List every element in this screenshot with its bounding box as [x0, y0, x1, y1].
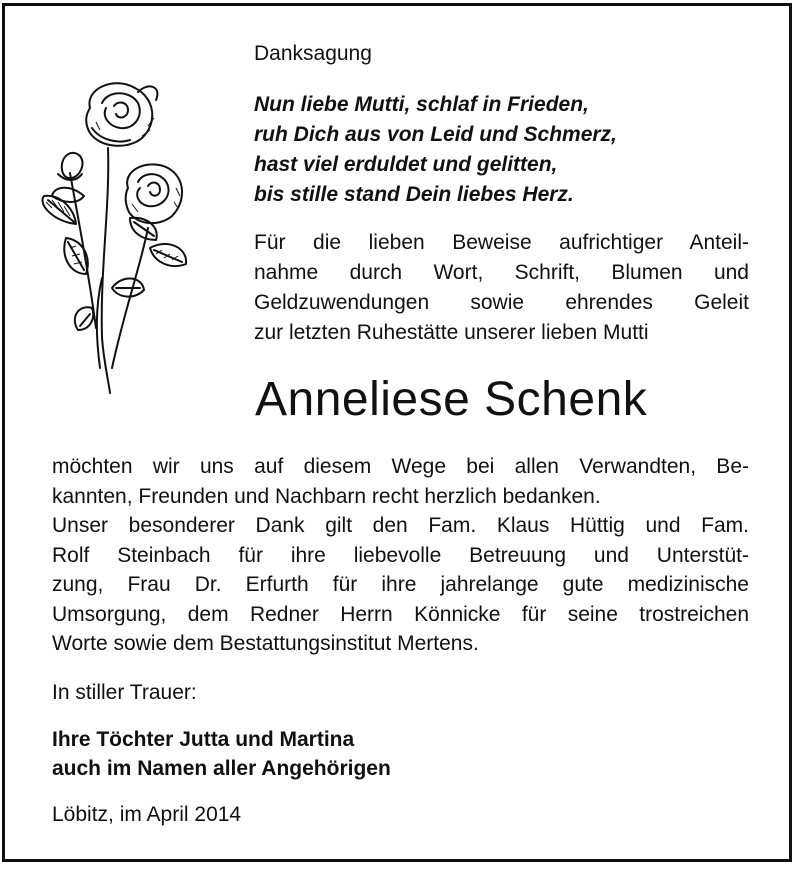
intro-line: zur letzten Ruhestätte unserer lieben Mutti [254, 321, 649, 344]
body-line: Worte sowie dem Bestattungsinstitut Mertens. [52, 632, 479, 655]
poem-line: bis stille stand Dein liebes Herz. [254, 183, 574, 206]
notice-heading: Danksagung [254, 42, 372, 65]
intro-paragraph [254, 228, 749, 348]
intro-line: Für die lieben Beweise aufrichtiger Anteil- [254, 231, 749, 254]
body-line: Umsorgung, dem Redner Herrn Könnicke für seine trostreichen [52, 602, 749, 626]
poem [254, 90, 617, 210]
intro-line: Geldzuwendungen sowie ehrendes Geleit [254, 291, 749, 314]
signer-line: Ihre Töchter Jutta und Martina [52, 728, 355, 751]
body-line: Rolf Steinbach für ihre liebevolle Betreuung und Unterstüt- [52, 543, 749, 567]
thanks-paragraph [52, 452, 749, 659]
poem-line: hast viel erduldet und gelitten, [254, 153, 558, 176]
poem-line: ruh Dich aus von Leid und Schmerz, [254, 123, 617, 146]
intro-line: nahme durch Wort, Schrift, Blumen und [254, 261, 749, 284]
rose-illustration-icon [30, 78, 200, 398]
place-date: Löbitz, im April 2014 [52, 803, 242, 826]
body-line: zung, Frau Dr. Erfurth für ihre jahrelange gute medizinische [52, 573, 749, 596]
mourning-label: In stiller Trauer: [52, 681, 197, 704]
body-line: kannten, Freunden und Nachbarn recht herzlich bedanken. [52, 484, 601, 508]
deceased-name: Anneliese Schenk [255, 373, 648, 426]
body-line: Unser besonderer Dank gilt den Fam. Klaus Hüttig und Fam. [52, 514, 749, 537]
body-line: möchten wir uns auf diesem Wege bei allen Verwandten, Be- [52, 455, 749, 478]
poem-line: Nun liebe Mutti, schlaf in Frieden, [254, 93, 589, 116]
signer-line: auch im Namen aller Angehörigen [52, 757, 391, 780]
signers [52, 725, 391, 783]
